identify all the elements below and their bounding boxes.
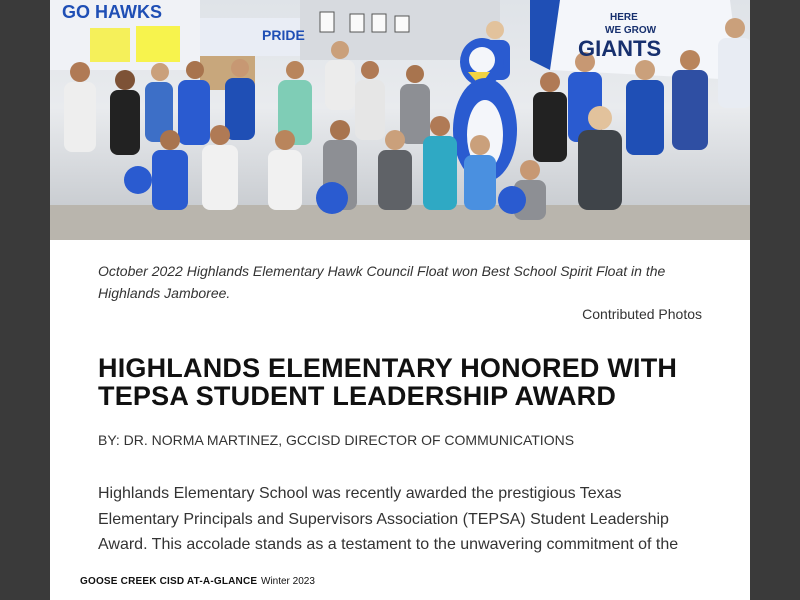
photo-credit: Contributed Photos (582, 306, 702, 322)
article-headline: HIGHLANDS ELEMENTARY HONORED WITH TEPSA STUDENT LEADERSHIP AWARD (98, 353, 678, 411)
photo-illustration (50, 0, 750, 240)
article-body: Highlands Elementary School was recently awarded the prestigious Texas Elementary Principals and Supervisors Association (TEPSA) Student Leadership Award. This accolade stands as a testament to the unwavering commitment of the (98, 485, 679, 553)
banner-here: HERE (610, 12, 638, 23)
page-footer (50, 562, 750, 600)
photo-caption: October 2022 Highlands Elementary Hawk Council Float won Best School Spirit Float in the Highlands Jamboree. (98, 263, 666, 301)
banner-we-grow: WE GROW (605, 25, 657, 36)
banner-giants: GIANTS (578, 36, 662, 61)
group-photo (50, 0, 750, 240)
banner-pride: PRIDE (262, 27, 305, 43)
footer-publication-name: GOOSE CREEK CISD AT-A-GLANCE (80, 576, 258, 587)
footer-issue-date: Winter 2023 (261, 576, 315, 587)
article-byline: BY: DR. NORMA MARTINEZ, GCCISD DIRECTOR OF COMMUNICATIONS (98, 432, 575, 448)
newsletter-page (50, 0, 750, 600)
banner-go-hawks: GO HAWKS (62, 2, 163, 22)
